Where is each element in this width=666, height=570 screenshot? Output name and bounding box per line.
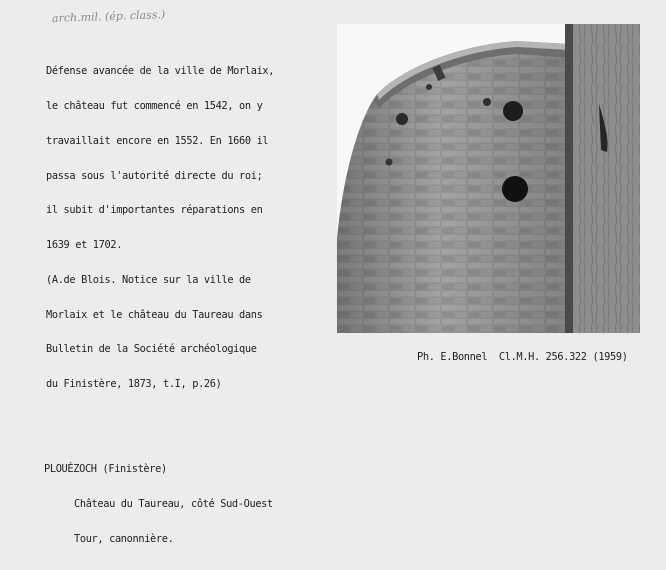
description-line: il subit d'importantes réparations en (46, 204, 263, 217)
description-line: Morlaix et le château du Taureau dans (46, 308, 263, 321)
description-line: Bulletin de la Société archéologique (46, 343, 257, 356)
description-line: le château fut commencé en 1542, on y (46, 99, 263, 112)
description-line: travaillait encore en 1552. En 1660 il (46, 134, 269, 147)
description-line: passa sous l'autorité directe du roi; (46, 169, 263, 182)
tower-photograph (337, 24, 640, 333)
description-line: 1639 et 1702. (46, 239, 123, 252)
location-block (44, 440, 273, 570)
description-line: (A.de Blois. Notice sur la ville de (46, 273, 251, 286)
handwritten-note: arch.mil. (ép. class.) (51, 8, 166, 25)
description-line: du Finistère, 1873, t.I, p.26) (46, 378, 222, 391)
location-line: Château du Taureau, côté Sud-Ouest (74, 497, 273, 510)
photo-credit: Ph. E.Bonnel Cl.M.H. 256.322 (1959) (417, 351, 628, 363)
description-line: Défense avancée de la ville de Morlaix, (46, 65, 275, 78)
location-line: Tour, canonnière. (74, 533, 174, 546)
commune-name: PLOUÉZOCH (Finistère) (44, 462, 167, 475)
description-text (46, 43, 336, 414)
